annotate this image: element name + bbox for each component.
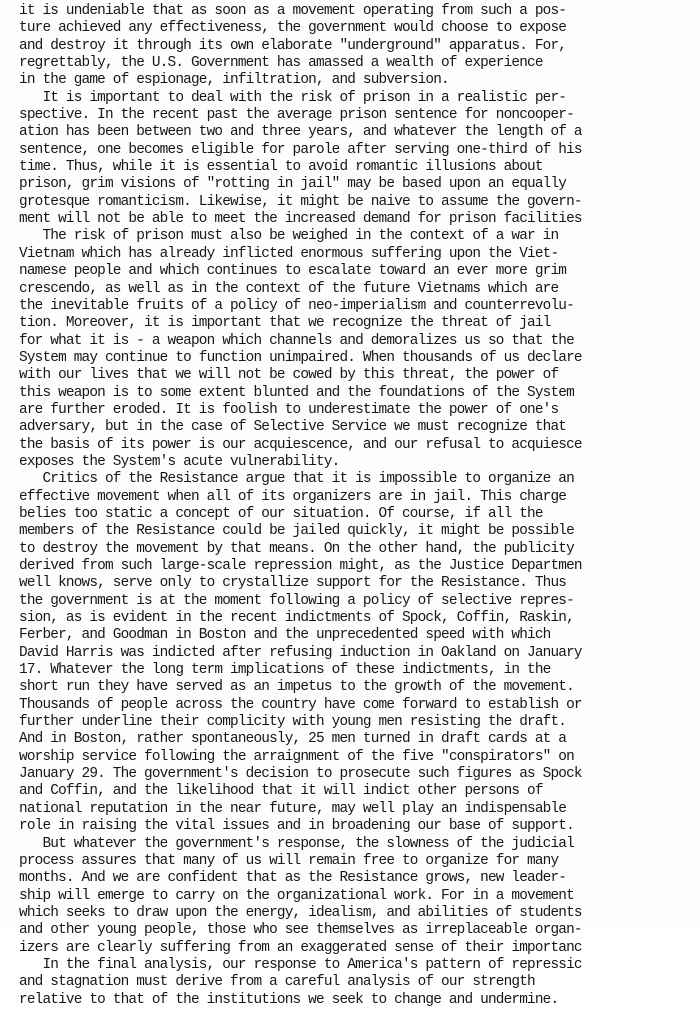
text-line: effective movement when all of its organizers are in jail. This charge: [19, 488, 567, 505]
text-line: January 29. The government's decision to prosecute such figures as Spock: [19, 766, 582, 783]
text-line: 17. Whatever the long term implications of these indictments, in the: [19, 662, 551, 679]
text-line: are further eroded. It is foolish to underestimate the power of one's: [19, 401, 559, 418]
text-line: exposes the System's acute vulnerability.: [19, 453, 340, 470]
text-line: adversary, but in the case of Selective Service we must recognize that: [19, 419, 567, 436]
text-line: the government is at the moment following a policy of selective repres-: [19, 592, 574, 609]
text-line: belies too static a concept of our situation. Of course, if all the: [19, 505, 543, 522]
text-line: it is undeniable that as soon as a movement operating from such a pos-: [19, 3, 567, 19]
typewritten-text-body: [19, 3, 699, 1009]
text-line: But whatever the government's response, the slowness of the judicial: [19, 835, 574, 852]
text-line: And in Boston, rather spontaneously, 25 men turned in draft cards at a: [19, 731, 567, 748]
text-line: and destroy it through its own elaborate "underground" apparatus. For,: [19, 37, 567, 54]
text-line: and Coffin, and the likelihood that it will indict other persons of: [19, 783, 543, 800]
text-line: System may continue to function unimpaired. When thousands of us declare: [19, 349, 582, 366]
text-line: crescendo, as well as in the context of the future Vietnams which are: [19, 280, 559, 297]
text-line: grotesque romanticism. Likewise, it might be naive to assume the govern-: [19, 193, 582, 210]
text-line: sentence, one becomes eligible for parole after serving one-third of his: [19, 141, 582, 158]
text-line: time. Thus, while it is essential to avoid romantic illusions about: [19, 159, 543, 176]
text-line: members of the Resistance could be jailed quickly, it might be possible: [19, 523, 574, 540]
text-line: ation has been between two and three years, and whatever the length of a: [19, 124, 582, 141]
text-line: Vietnam which has already inflicted enormous suffering upon the Viet-: [19, 245, 559, 262]
text-line: this weapon is to some extent blunted and the foundations of the System: [19, 384, 574, 401]
text-line: sion, as is evident in the recent indictments of Spock, Coffin, Raskin,: [19, 610, 574, 627]
text-line: which seeks to draw upon the energy, idealism, and abilities of students: [19, 904, 582, 921]
text-line: months. And we are confident that as the Resistance grows, new leader-: [19, 870, 567, 887]
text-line: and stagnation must derive from a careful analysis of our strength: [19, 974, 535, 991]
text-line: worship service following the arraignment of the five "conspirators" on: [19, 748, 574, 765]
text-line: ture achieved any effectiveness, the government would choose to expose: [19, 20, 567, 37]
text-line: well knows, serve only to crystallize support for the Resistance. Thus: [19, 575, 567, 592]
text-line: spective. In the recent past the average prison sentence for noncooper-: [19, 107, 574, 124]
text-line: in the game of espionage, infiltration, and subversion.: [19, 72, 449, 89]
text-line: regrettably, the U.S. Government has amassed a wealth of experience: [19, 55, 543, 72]
text-line: David Harris was indicted after refusing induction in Oakland on January: [19, 644, 582, 661]
text-line: role in raising the vital issues and in broadening our base of support.: [19, 818, 574, 835]
text-line: the basis of its power is our acquiescence, and our refusal to acquiesce: [19, 436, 582, 453]
text-line: national reputation in the near future, may well play an indispensable: [19, 800, 567, 817]
text-line: prison, grim visions of "rotting in jail" may be based upon an equally: [19, 176, 567, 193]
text-line: for what it is - a weapon which channels and demoralizes us so that the: [19, 332, 574, 349]
text-line: Thousands of people across the country have come forward to establish or: [19, 696, 582, 713]
text-line: ment will not be able to meet the increased demand for prison facilities: [19, 211, 582, 228]
text-line: Ferber, and Goodman in Boston and the unprecedented speed with which: [19, 627, 551, 644]
text-line: It is important to deal with the risk of prison in a realistic per-: [19, 89, 567, 106]
text-line: derived from such large-scale repression might, as the Justice Departmen: [19, 558, 582, 574]
text-line: ship will emerge to carry on the organizational work. For in a movement: [19, 887, 574, 904]
text-line: and other young people, those who see themselves as irreplaceable organ-: [19, 922, 582, 939]
text-line: further underline their complicity with young men resisting the draft.: [19, 714, 567, 731]
text-line: namese people and which continues to escalate toward an ever more grim: [19, 263, 567, 280]
text-line: The risk of prison must also be weighed in the context of a war in: [19, 228, 559, 245]
text-line: relative to that of the institutions we seek to change and undermine.: [19, 991, 559, 1008]
text-line: short run they have served as an impetus to the growth of the movement.: [19, 679, 574, 696]
text-line: tion. Moreover, it is important that we recognize the threat of jail: [19, 315, 551, 332]
text-line: the inevitable fruits of a policy of neo-imperialism and counterrevolu-: [19, 297, 574, 314]
text-line: process assures that many of us will remain free to organize for many: [19, 852, 559, 869]
text-line: with our lives that we will not be cowed by this threat, the power of: [19, 367, 559, 384]
text-line: to destroy the movement by that means. On the other hand, the publicity: [19, 540, 574, 557]
text-line: In the final analysis, our response to America's pattern of repressic: [19, 956, 582, 973]
text-line: Critics of the Resistance argue that it is impossible to organize an: [19, 471, 574, 488]
text-line: izers are clearly suffering from an exaggerated sense of their importanc: [19, 939, 582, 956]
